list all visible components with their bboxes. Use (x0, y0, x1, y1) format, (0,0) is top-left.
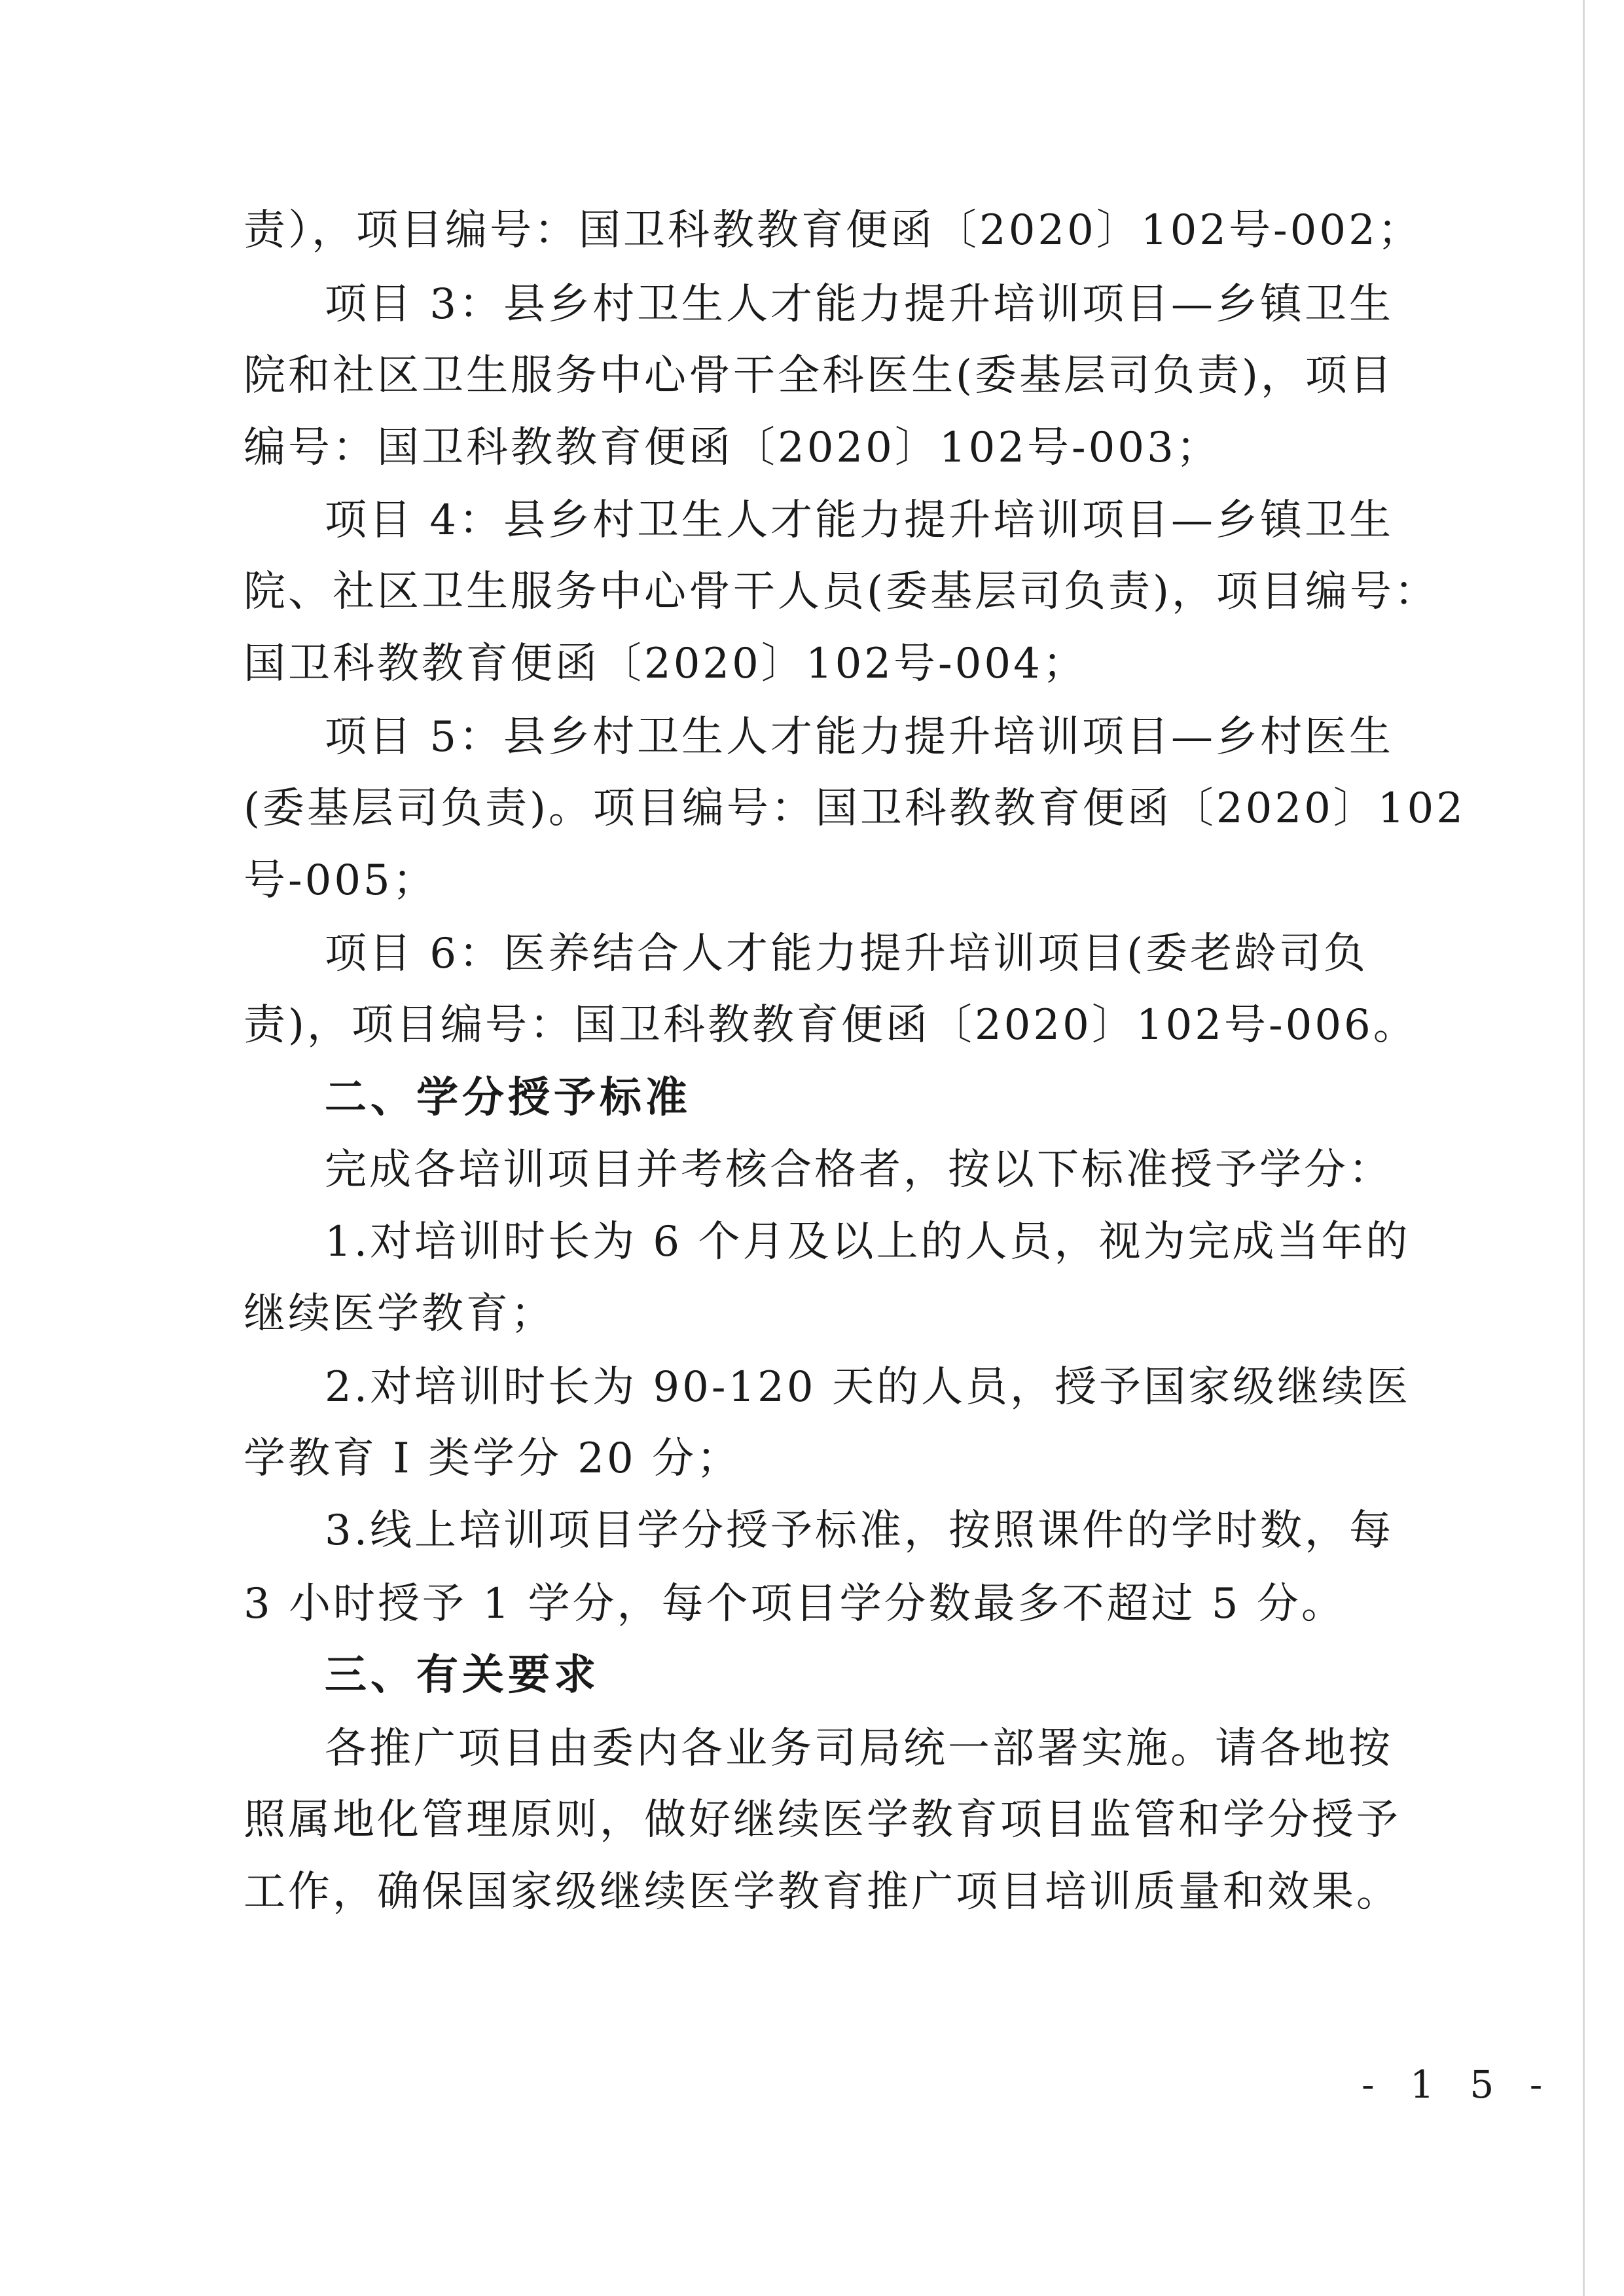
text-line-2: 项目 3：县乡村卫生人才能力提升培训项目—乡镇卫生 (325, 280, 1394, 329)
text-line-24: 工作，确保国家级继续医学教育推广项目培训质量和效果。 (244, 1868, 1401, 1916)
text-line-17: 2.对培训时长为 90-120 天的人员，授予国家级继续医 (325, 1363, 1411, 1412)
text-line-16: 继续医学教育； (244, 1290, 555, 1338)
scan-edge-line (1583, 0, 1585, 2296)
text-line-9: (委基层司负责)。项目编号：国卫科教教育便函〔2020〕102 (244, 784, 1466, 833)
text-line-5: 项目 4：县乡村卫生人才能力提升培训项目—乡镇卫生 (325, 496, 1394, 545)
text-line-20: 3 小时授予 1 学分，每个项目学分数最多不超过 5 分。 (244, 1580, 1346, 1628)
section-heading-3: 三、有关要求 (325, 1651, 600, 1700)
text-line-6: 院、社区卫生服务中心骨干人员(委基层司负责)，项目编号： (244, 568, 1439, 616)
text-line-14: 完成各培训项目并考核合格者，按以下标准授予学分： (325, 1146, 1393, 1194)
text-line-22: 各推广项目由委内各业务司局统一部署实施。请各地按 (325, 1724, 1393, 1773)
text-line-8: 项目 5：县乡村卫生人才能力提升培训项目—乡村医生 (325, 713, 1394, 761)
text-line-10: 号-005； (244, 856, 437, 905)
section-heading-2: 二、学分授予标准 (325, 1074, 691, 1122)
text-line-15: 1.对培训时长为 6 个月及以上的人员，视为完成当年的 (325, 1218, 1411, 1266)
text-line-19: 3.线上培训项目学分授予标准，按照课件的学时数，每 (325, 1506, 1394, 1555)
page-number: - 1 5 - (1362, 2062, 1555, 2107)
text-line-11: 项目 6：医养结合人才能力提升培训项目(委老龄司负 (325, 930, 1369, 978)
text-line-12: 责)，项目编号：国卫科教教育便函〔2020〕102号-006。 (244, 1001, 1418, 1049)
text-line-7: 国卫科教教育便函〔2020〕102号-004； (244, 640, 1087, 688)
text-line-4: 编号：国卫科教教育便函〔2020〕102号-003； (244, 424, 1221, 472)
text-line-1: 责），项目编号：国卫科教教育便函〔2020〕102号-002； (244, 206, 1422, 255)
text-line-3: 院和社区卫生服务中心骨干全科医生(委基层司负责)，项目 (244, 352, 1394, 400)
text-line-23: 照属地化管理原则，做好继续医学教育项目监管和学分授予 (244, 1796, 1401, 1844)
text-line-18: 学教育 I 类学分 20 分； (244, 1434, 742, 1483)
